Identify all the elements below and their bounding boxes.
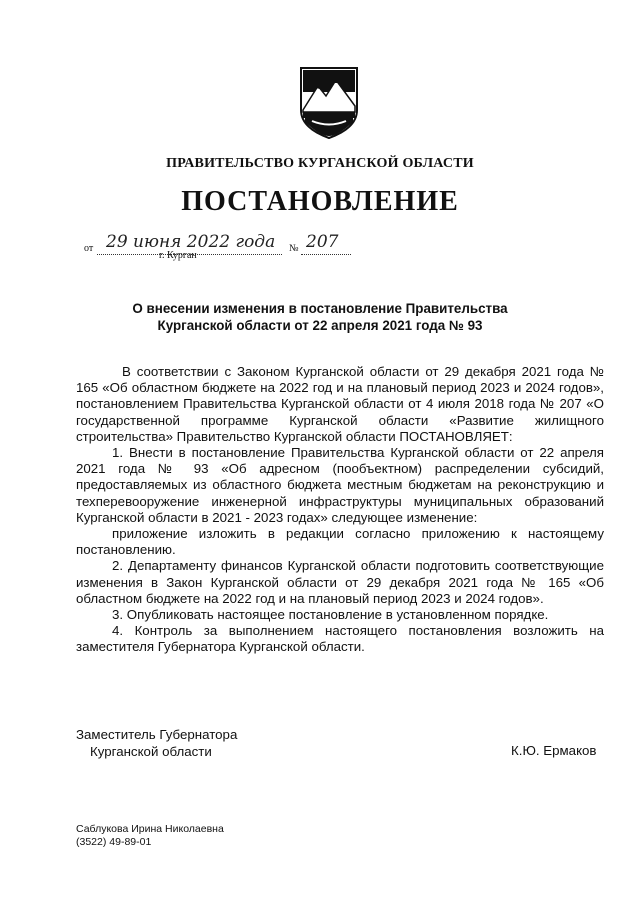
executor-phone: (3522) 49-89-01 [76,836,152,848]
signatory-name: К.Ю. Ермаков [511,743,597,758]
title-line-2: Курганской области от 22 апреля 2021 года № 93 [157,318,483,333]
kurgan-coat-of-arms-icon [298,66,360,140]
paragraph-item-1: 1. Внести в постановление Правительства Курганской области от 22 апреля 2021 года № 93 «Об адресном (пообъектном) распределении субсидий, предоставляемых из областного бюджета местным бюджетам на реконструкцию и техперевооружение инженерной инфраструктуры муниципальных образований Курганской области в 2021 - 2023 годах» следующее изменение: [76,445,604,525]
document-type-title: ПОСТАНОВЛЕНИЕ [181,186,459,217]
number-prefix: № [289,243,299,254]
paragraph-item-2: 2. Департаменту финансов Курганской области подготовить соответствующие изменения в Закон Курганской области от 29 декабря 2021 года № 165 «Об областном бюджете на 2022 год и на плановый период 2023 и 2024 годов». [76,558,604,606]
paragraph-item-3: 3. Опубликовать настоящее постановление в установленном порядке. [112,607,549,623]
handwritten-number: 207 [306,232,339,252]
signatory-position [76,726,237,760]
executor-info [76,823,224,849]
paragraph-item-4: 4. Контроль за выполнением настоящего постановления возложить на заместителя Губернатора Курганской области. [76,623,604,655]
paragraph-preamble: В соответствии с Законом Курганской области от 29 декабря 2021 года № 165 «Об областном бюджете на 2022 год и на плановый период 2023 и 2024 годов», постановлением Правительства Курганской области от 4 июля 2018 года № 207 «О государственной программе Курганской области «Развитие жилищного строительства» Правительство Курганской области ПОСТАНОВЛЯЕТ: [76,364,604,444]
signatory-position-line-2: Курганской области [90,744,212,759]
paragraph-item-1-change: приложение изложить в редакции согласно приложению к настоящему постановлению. [76,526,604,558]
government-name: ПРАВИТЕЛЬСТВО КУРГАНСКОЙ ОБЛАСТИ [166,156,474,171]
document-body [76,364,604,656]
title-line-1: О внесении изменения в постановление Правительства [132,301,508,316]
signatory-position-line-1: Заместитель Губернатора [76,727,238,742]
city-label: г. Курган [159,250,197,261]
date-prefix: от [84,243,94,254]
handwritten-date: 29 июня 2022 года [106,232,276,252]
document-title [0,300,640,334]
executor-name: Саблукова Ирина Николаевна [76,823,224,835]
number-underline [301,254,351,255]
